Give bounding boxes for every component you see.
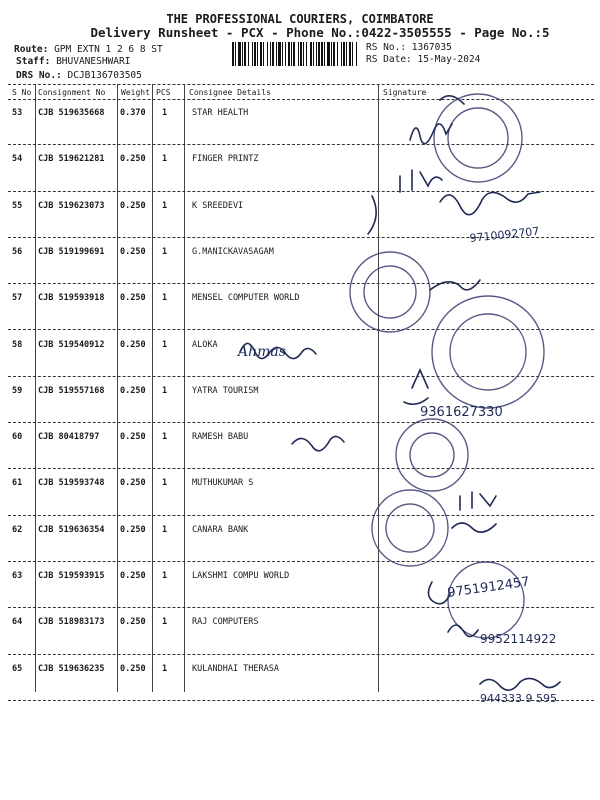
row-sno: 54	[12, 154, 23, 165]
row-consignee: CANARA BANK	[192, 524, 249, 535]
row-divider	[8, 237, 594, 238]
row-divider	[8, 283, 594, 284]
table-row	[8, 239, 594, 285]
col-header-signature: Signature	[383, 88, 427, 97]
drs-label: DRS No.:	[16, 70, 62, 81]
row-pcs: 1	[162, 108, 168, 118]
row-sno: 64	[12, 617, 23, 628]
table-row	[8, 563, 594, 609]
row-consignment-no: CJB 519636354	[38, 524, 105, 535]
row-sno: 55	[12, 200, 23, 211]
row-consignee: K SREEDEVI	[192, 200, 244, 211]
row-consignee: RAMESH BABU	[192, 432, 249, 443]
row-pcs: 1	[162, 571, 168, 581]
row-pcs: 1	[162, 524, 168, 535]
row-divider	[8, 515, 594, 516]
staff-value: BHUVANESHWARI	[56, 56, 131, 67]
row-consignee: KULANDHAI THERASA	[192, 663, 279, 674]
row-consignment-no: CJB 519623073	[38, 200, 105, 211]
row-sno: 62	[12, 524, 23, 535]
table-row	[8, 100, 594, 146]
row-consignment-no: CJB 519635668	[38, 108, 105, 118]
row-pcs: 1	[162, 663, 168, 674]
col-header-consignee: Consignee Details	[189, 88, 271, 97]
row-divider	[8, 144, 594, 145]
col-header-pcs: PCS	[156, 88, 171, 97]
row-pcs: 1	[162, 246, 168, 257]
row-sno: 53	[12, 108, 23, 118]
col-header-consignment: Consignment No	[38, 88, 106, 97]
table-row	[8, 609, 594, 655]
row-consignee: MENSEL COMPUTER WORLD	[192, 293, 300, 304]
rs-date: RS Date: 15-May-2024	[366, 54, 481, 65]
row-consignee: G.MANICKAVASAGAM	[192, 246, 274, 257]
row-consignment-no: CJB 519557168	[38, 385, 105, 396]
row-pcs: 1	[162, 293, 168, 304]
row-sno: 56	[12, 246, 23, 257]
route-value: GPM EXTN 1 2 6 8 ST	[54, 44, 163, 55]
row-consignment-no: CJB 519593918	[38, 293, 105, 304]
row-consignment-no: CJB 519593915	[38, 571, 105, 581]
col-header-weight: Weight	[121, 88, 150, 97]
header-top-rule	[8, 84, 594, 85]
row-weight: 0.250	[120, 339, 146, 350]
row-divider	[8, 422, 594, 423]
table-row	[8, 378, 594, 424]
row-pcs: 1	[162, 617, 168, 628]
row-weight: 0.250	[120, 478, 146, 489]
drs-field	[16, 70, 142, 81]
runsheet-title: Delivery Runsheet - PCX - Phone No.:0422-3505555 - Page No.:5	[90, 25, 550, 40]
row-weight: 0.370	[120, 108, 146, 118]
row-weight: 0.250	[120, 524, 146, 535]
table-row	[8, 656, 594, 702]
table-row	[8, 193, 594, 239]
row-sno: 65	[12, 663, 23, 674]
staff-field	[16, 56, 130, 67]
row-consignment-no: CJB 519199691	[38, 246, 105, 257]
row-consignee: FINGER PRINTZ	[192, 154, 259, 165]
table-row	[8, 332, 594, 378]
row-consignment-no: CJB 519593748	[38, 478, 105, 489]
row-consignee: RAJ COMPUTERS	[192, 617, 259, 628]
row-weight: 0.250	[120, 200, 146, 211]
row-weight: 0.250	[120, 617, 146, 628]
drs-value: DCJB136703505	[67, 70, 142, 81]
row-sno: 60	[12, 432, 23, 443]
row-divider	[8, 191, 594, 192]
row-consignment-no: CJB 519621281	[38, 154, 105, 165]
row-pcs: 1	[162, 339, 168, 350]
phone-65: 944333 9 595	[480, 692, 557, 705]
phone-64: 9952114922	[480, 632, 557, 646]
phone-59: 9361627330	[420, 405, 503, 420]
row-pcs: 1	[162, 200, 168, 211]
table-row	[8, 424, 594, 470]
row-consignee: STAR HEALTH	[192, 108, 249, 118]
table-row	[8, 470, 594, 516]
row-consignee: ALOKA	[192, 339, 218, 350]
row-pcs: 1	[162, 154, 168, 165]
row-consignee: YATRA TOURISM	[192, 385, 259, 396]
row-weight: 0.250	[120, 432, 146, 443]
row-sno: 61	[12, 478, 23, 489]
row-weight: 0.250	[120, 385, 146, 396]
row-sno: 59	[12, 385, 23, 396]
staff-label: Staff:	[16, 56, 51, 67]
phone-56: 9710092707	[468, 224, 540, 245]
barcode	[232, 42, 358, 66]
row-consignee: MUTHUKUMAR S	[192, 478, 254, 489]
row-divider	[8, 561, 594, 562]
col-header-sno: S No	[12, 88, 32, 97]
row-consignment-no: CJB 518983173	[38, 617, 105, 628]
row-pcs: 1	[162, 478, 168, 489]
row-divider	[8, 607, 594, 608]
row-sno: 63	[12, 571, 23, 581]
route-label: Route:	[14, 44, 49, 55]
row-divider	[8, 468, 594, 469]
row-pcs: 1	[162, 385, 168, 396]
row-weight: 0.250	[120, 663, 146, 674]
aloka-signature: Ahmas	[238, 344, 286, 360]
row-weight: 0.250	[120, 154, 146, 165]
row-pcs: 1	[162, 432, 168, 443]
phone-63: 9751912457	[446, 574, 531, 601]
row-sno: 57	[12, 293, 23, 304]
row-divider	[8, 329, 594, 330]
row-consignment-no: CJB 519636235	[38, 663, 105, 674]
row-weight: 0.250	[120, 246, 146, 257]
company-title: THE PROFESSIONAL COURIERS, COIMBATORE	[166, 12, 434, 26]
table-row	[8, 517, 594, 563]
row-consignee: LAKSHMI COMPU WORLD	[192, 571, 290, 581]
row-sno: 58	[12, 339, 23, 350]
row-divider	[8, 376, 594, 377]
row-consignment-no: CJB 519540912	[38, 339, 105, 350]
row-weight: 0.250	[120, 571, 146, 581]
route-field	[14, 44, 163, 55]
rs-number: RS No.: 1367035	[366, 42, 452, 53]
table-row	[8, 146, 594, 192]
row-consignment-no: CJB 80418797	[38, 432, 100, 443]
row-weight: 0.250	[120, 293, 146, 304]
row-divider	[8, 700, 594, 701]
table-row	[8, 285, 594, 331]
row-divider	[8, 654, 594, 655]
